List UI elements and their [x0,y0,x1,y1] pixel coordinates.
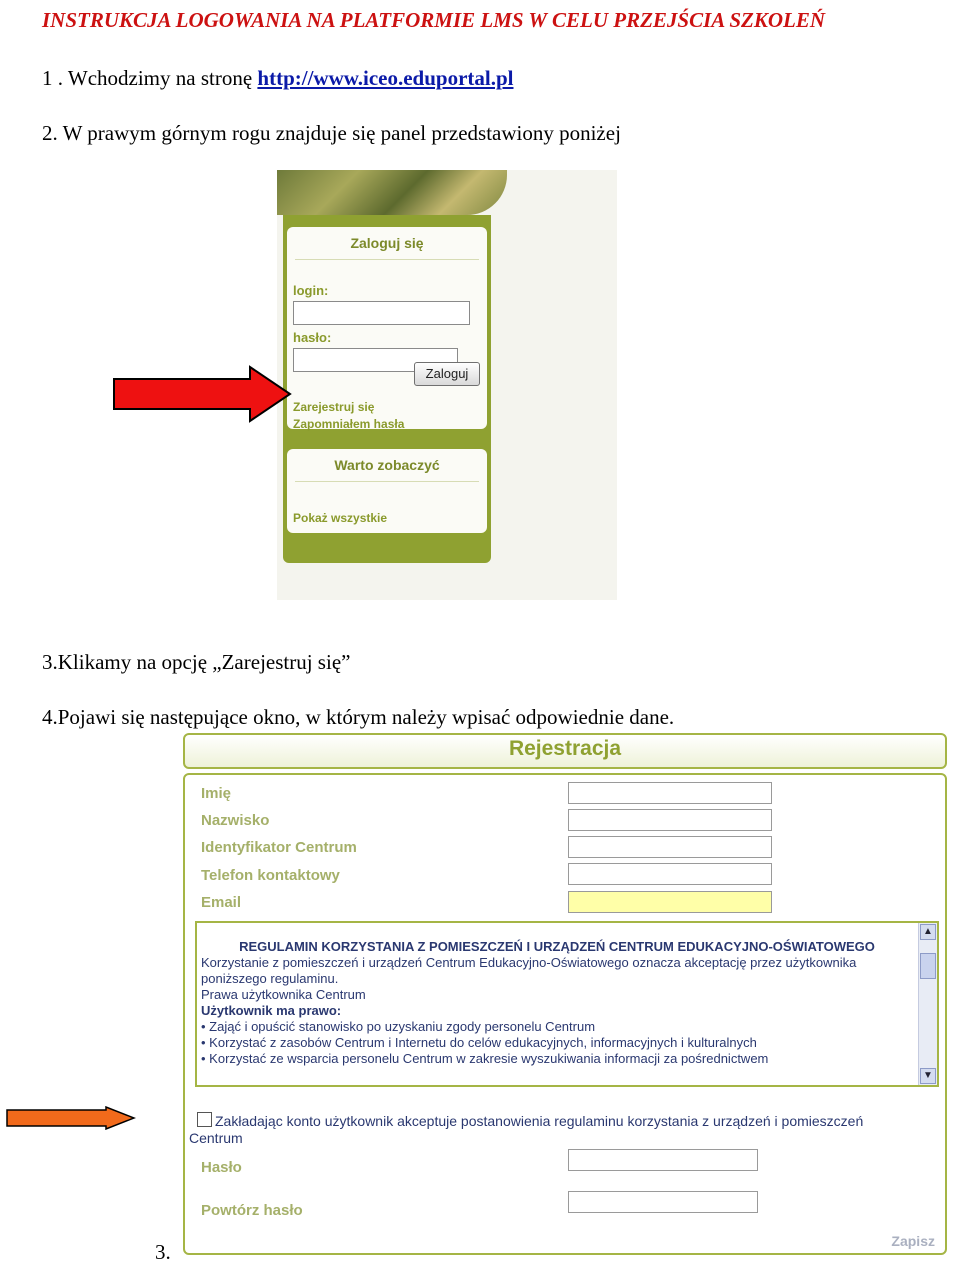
scroll-up-icon[interactable]: ▲ [920,924,936,940]
repeat-password-input[interactable] [568,1191,758,1213]
terms-line: • Zająć i opuścić stanowisko po uzyskaniu zgody personelu Centrum [201,1019,596,1034]
portal-link[interactable]: http://www.iceo.eduportal.pl [257,66,514,90]
first-name-input[interactable] [568,782,772,804]
password-label: Hasło [201,1159,242,1176]
document-title: INSTRUKCJA LOGOWANIA NA PLATFORMIE LMS W CELU PRZEJŚCIA SZKOLEŃ [42,8,826,32]
save-button[interactable]: Zapisz [891,1233,935,1249]
terms-line: • Korzystać ze wsparcia personelu Centrum w zakresie wyszukiwania informacji za pośrednictwem [201,1051,769,1066]
terms-line: Korzystanie z pomieszczeń i urządzeń Centrum Edukacyjno-Oświatowego oznacza akceptację przez użytkownika poniższego regulaminu. [201,955,857,986]
center-id-label: Identyfikator Centrum [201,839,357,856]
center-id-input[interactable] [568,836,772,858]
repeat-password-label: Powtórz hasło [201,1202,303,1219]
scroll-thumb[interactable] [920,953,936,979]
step-1-text: 1 . Wchodzimy na stronę [42,66,258,90]
login-panel-screenshot [277,170,617,600]
accept-terms-label: Zakładając konto użytkownik akceptuje postanowienia regulaminu korzystania z urządzeń i pomieszczeń Centrum [189,1113,864,1146]
show-all-link[interactable]: Pokaż wszystkie [293,511,388,525]
forgot-password-link[interactable]: Zapomniałem hasła [293,417,405,431]
header-photo [277,170,507,215]
terms-line: • Korzystać z zasobów Centrum i Internetu do celów edukacyjnych, informacyjnych i kulturalnych [201,1035,757,1050]
phone-input[interactable] [568,863,772,885]
register-link[interactable]: Zarejestruj się [293,400,375,414]
login-input[interactable] [293,301,470,325]
step-2: 2. W prawym górnym rogu znajduje się panel przedstawiony poniżej [42,121,621,145]
registration-title: Rejestracja [508,737,622,760]
scroll-down-icon[interactable]: ▼ [920,1068,936,1084]
orange-arrow-icon [6,1106,136,1130]
last-name-input[interactable] [568,809,772,831]
login-button[interactable]: Zaloguj [414,362,480,386]
step-3: 3.Klikamy na opcję „Zarejestruj się” [42,650,351,674]
email-label: Email [201,894,242,911]
featured-header: Warto zobaczyć [334,457,440,473]
registration-body [183,773,947,1255]
featured-card [287,449,487,533]
terms-box[interactable] [195,921,939,1087]
terms-text [201,939,913,1067]
panel-background [283,215,491,563]
divider [295,481,479,482]
password-input[interactable] [568,1149,758,1171]
phone-label: Telefon kontaktowy [201,867,340,884]
login-label: login: [293,283,329,298]
trailing-number: 3. [155,1240,171,1264]
divider [295,259,479,260]
last-name-label: Nazwisko [201,812,270,829]
registration-header [183,733,947,769]
first-name-label: Imię [201,785,232,802]
step-1 [42,66,514,91]
red-arrow-icon [112,365,292,423]
terms-line: Prawa użytkownika Centrum [201,987,366,1002]
registration-form [183,733,947,1255]
terms-line: Użytkownik ma prawo: [201,1003,342,1018]
password-label: hasło: [293,330,332,345]
step-4: 4.Pojawi się następujące okno, w którym należy wpisać odpowiednie dane. [42,705,675,729]
login-card [287,227,487,429]
terms-title: REGULAMIN KORZYSTANIA Z POMIESZCZEŃ I URZĄDZEŃ CENTRUM EDUKACYJNO-OŚWIATOWEGO [239,939,875,954]
login-header: Zaloguj się [350,235,424,251]
terms-scrollbar[interactable] [918,923,937,1085]
email-input[interactable] [568,891,772,913]
